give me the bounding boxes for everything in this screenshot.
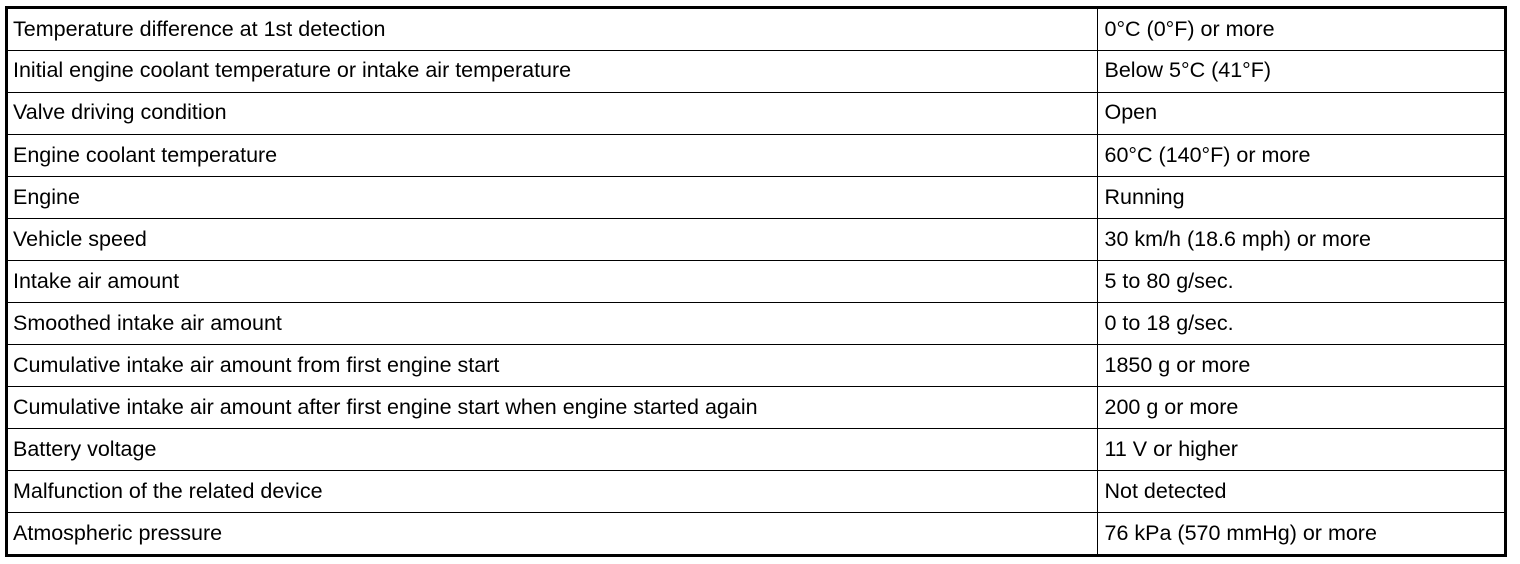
value-cell: 0°C (0°F) or more <box>1097 9 1504 50</box>
condition-cell: Engine <box>8 176 1097 218</box>
value-cell: 60°C (140°F) or more <box>1097 134 1504 176</box>
condition-cell: Initial engine coolant temperature or intake air temperature <box>8 50 1097 92</box>
table-row <box>8 345 1504 387</box>
value-cell: Running <box>1097 176 1504 218</box>
table-row <box>8 387 1504 429</box>
condition-cell: Temperature difference at 1st detection <box>8 9 1097 50</box>
value-cell: 1850 g or more <box>1097 345 1504 387</box>
table-row <box>8 429 1504 471</box>
condition-cell: Vehicle speed <box>8 218 1097 260</box>
condition-cell: Malfunction of the related device <box>8 471 1097 513</box>
value-cell: 5 to 80 g/sec. <box>1097 260 1504 302</box>
condition-cell: Cumulative intake air amount after first engine start when engine started again <box>8 387 1097 429</box>
condition-cell: Engine coolant temperature <box>8 134 1097 176</box>
table-row <box>8 9 1504 50</box>
table-row <box>8 50 1504 92</box>
table-row <box>8 471 1504 513</box>
value-cell: Open <box>1097 92 1504 134</box>
condition-cell: Intake air amount <box>8 260 1097 302</box>
conditions-table-frame <box>5 6 1507 557</box>
condition-cell: Smoothed intake air amount <box>8 303 1097 345</box>
condition-cell: Cumulative intake air amount from first engine start <box>8 345 1097 387</box>
value-cell: 30 km/h (18.6 mph) or more <box>1097 218 1504 260</box>
table-row <box>8 134 1504 176</box>
table-row <box>8 218 1504 260</box>
conditions-table <box>8 9 1504 554</box>
table-row <box>8 513 1504 554</box>
value-cell: 76 kPa (570 mmHg) or more <box>1097 513 1504 554</box>
table-row <box>8 303 1504 345</box>
table-row <box>8 260 1504 302</box>
value-cell: Not detected <box>1097 471 1504 513</box>
condition-cell: Battery voltage <box>8 429 1097 471</box>
value-cell: Below 5°C (41°F) <box>1097 50 1504 92</box>
table-row <box>8 92 1504 134</box>
condition-cell: Valve driving condition <box>8 92 1097 134</box>
condition-cell: Atmospheric pressure <box>8 513 1097 554</box>
table-row <box>8 176 1504 218</box>
value-cell: 11 V or higher <box>1097 429 1504 471</box>
value-cell: 0 to 18 g/sec. <box>1097 303 1504 345</box>
value-cell: 200 g or more <box>1097 387 1504 429</box>
